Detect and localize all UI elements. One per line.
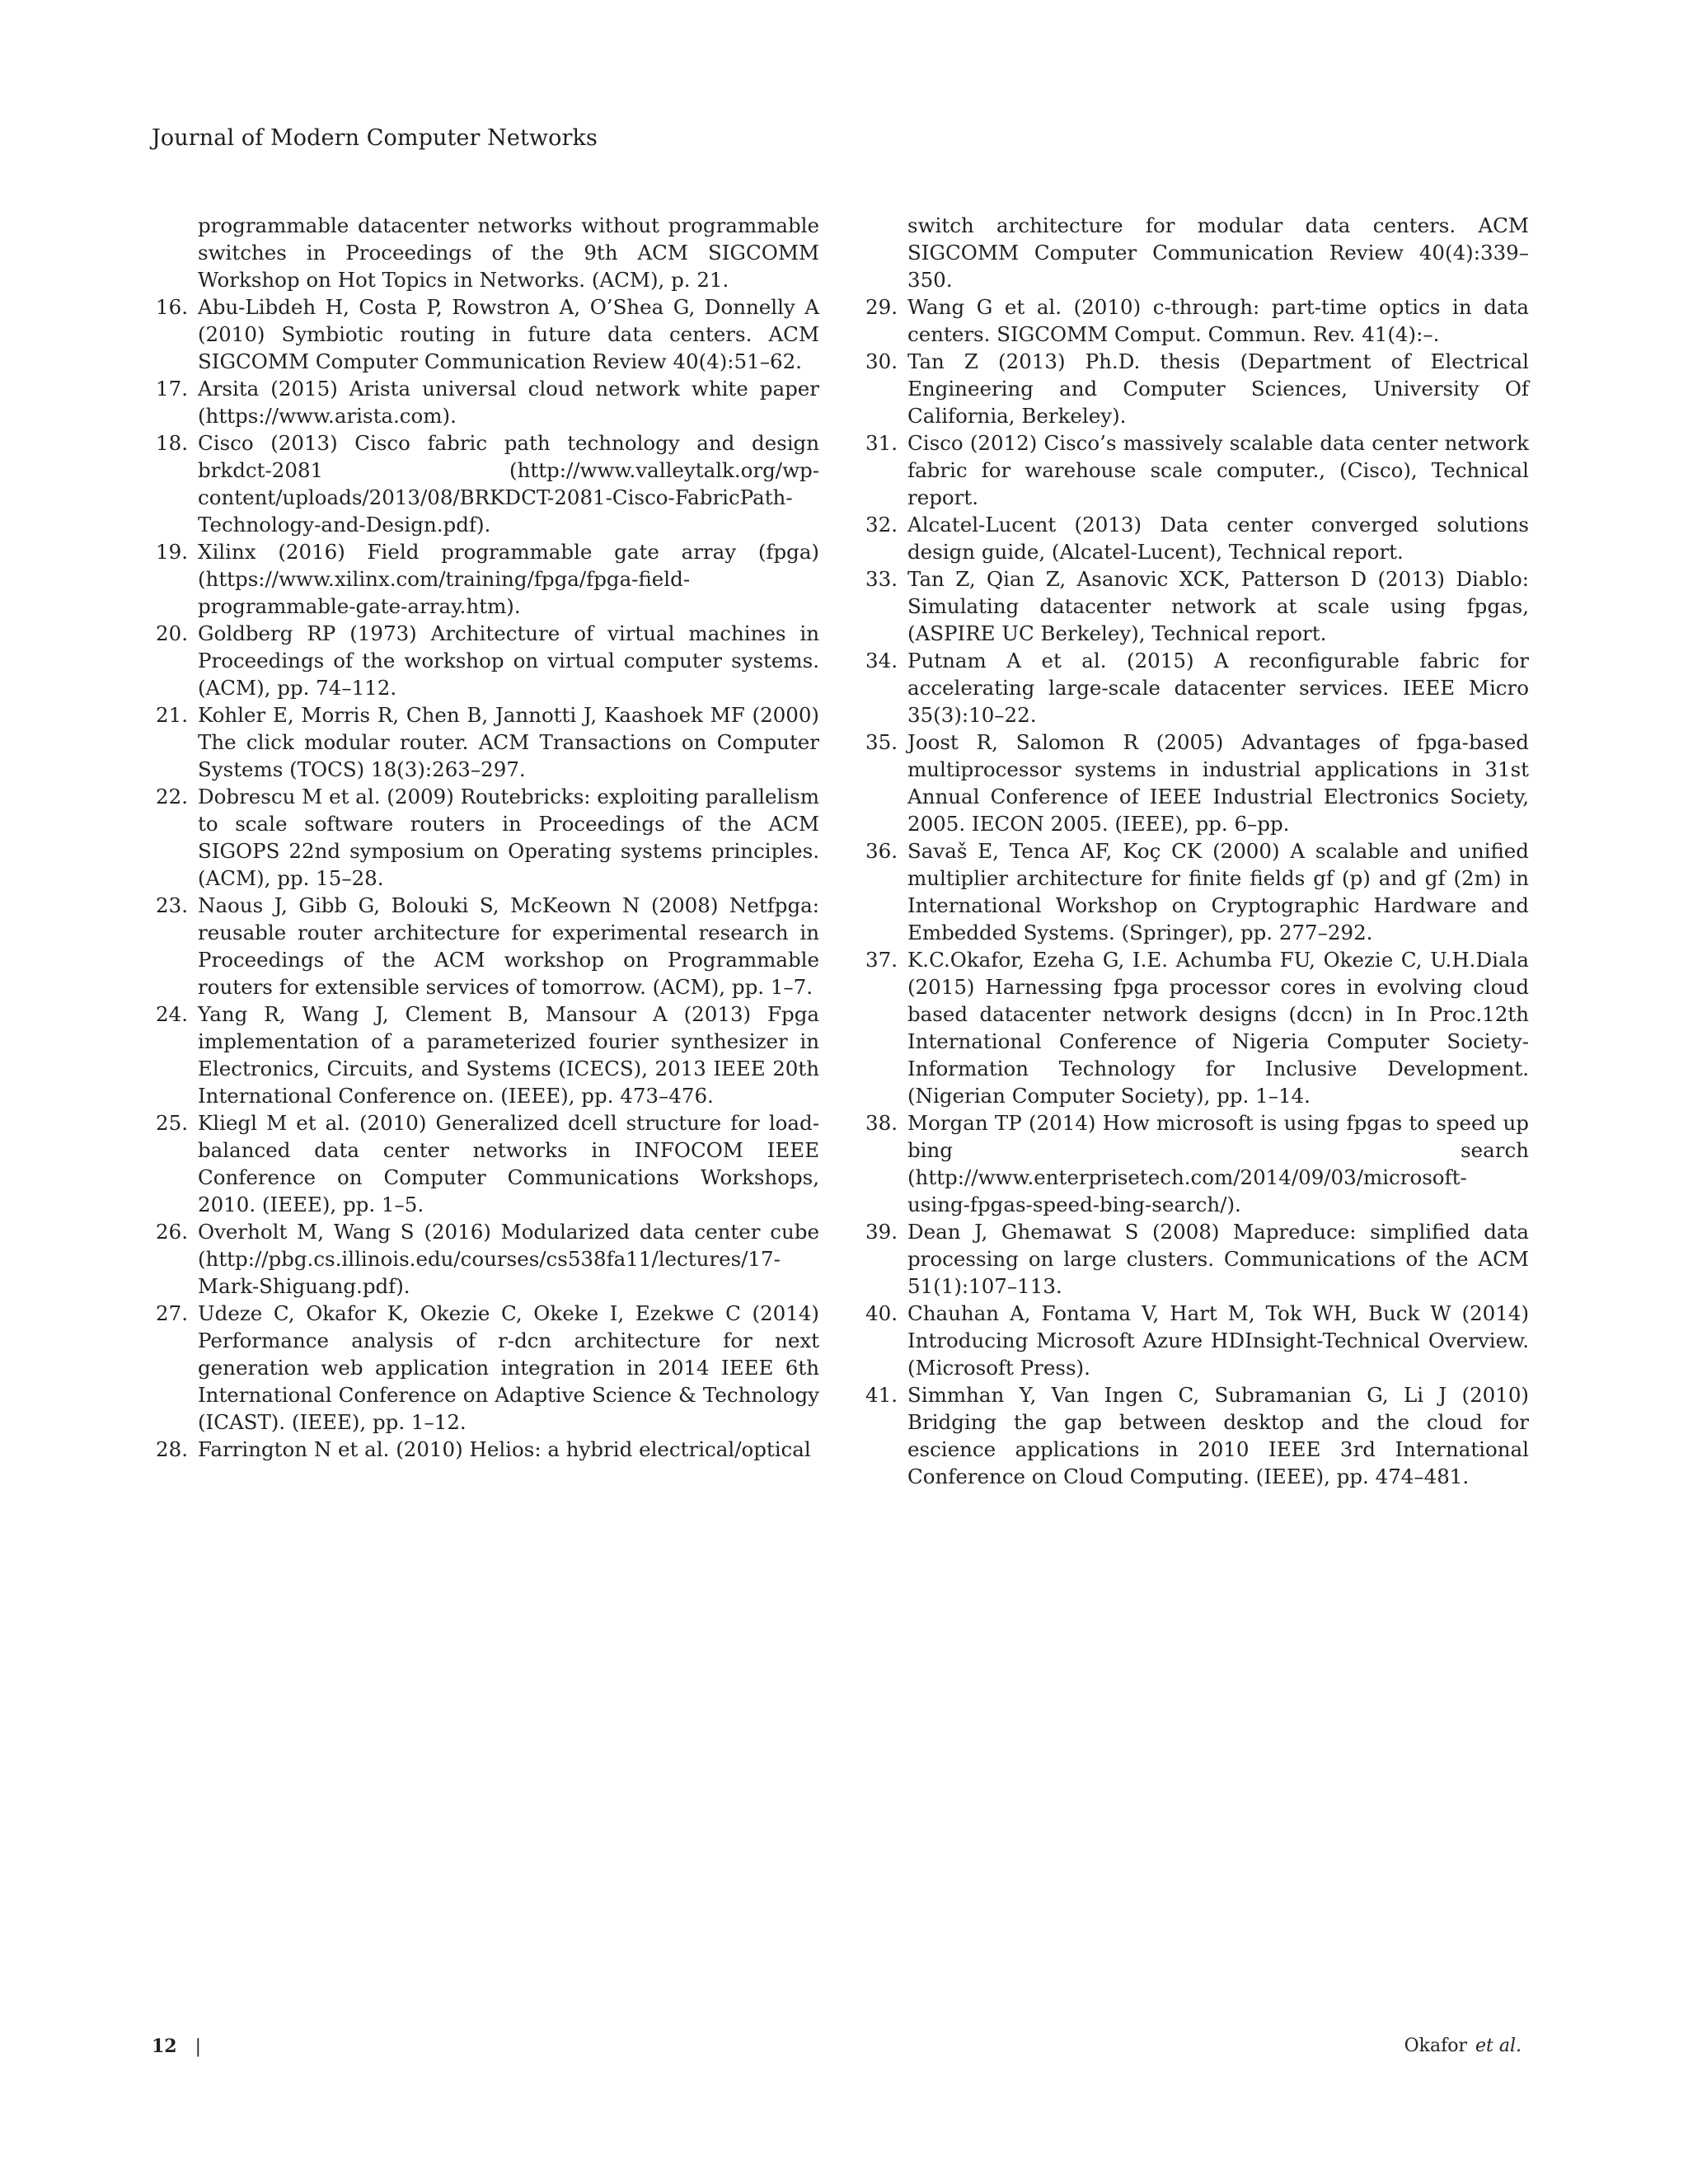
reference-number: 22. xyxy=(156,785,188,808)
reference-text: Kohler E, Morris R, Chen B, Jannotti J, Kaashoek MF (2000) The click modular router. ACM Transactions on Computer Systems (TOCS) 18(3):263–297. xyxy=(198,703,819,781)
reference-item xyxy=(152,1436,819,1463)
reference-item xyxy=(861,429,1529,511)
page-footer-left xyxy=(152,2036,201,2057)
reference-list-right xyxy=(861,293,1529,1490)
reference-text: Dobrescu M et al. (2009) Routebricks: exploiting parallelism to scale software routers in Proceedings of the ACM SIGOPS 22nd symposium on Operating systems principles. (ACM), pp. 15–28. xyxy=(198,785,819,890)
reference-number: 30. xyxy=(865,349,898,373)
reference-number: 26. xyxy=(156,1220,188,1244)
reference-number: 37. xyxy=(865,948,898,972)
reference-text: Yang R, Wang J, Clement B, Mansour A (2013) Fpga implementation of a parameterized fourier synthesizer in Electronics, Circuits, and Systems (ICECS), 2013 IEEE 20th International Conference on. (IEEE), pp. 473–476. xyxy=(198,1002,819,1108)
reference-number: 35. xyxy=(865,730,898,754)
reference-item xyxy=(861,1218,1529,1300)
reference-text: Putnam A et al. (2015) A reconfigurable fabric for accelerating large-scale datacenter services. IEEE Micro 35(3):10–22. xyxy=(907,649,1529,727)
reference-item xyxy=(152,1300,819,1436)
reference-number: 40. xyxy=(865,1301,898,1325)
reference-text: Morgan TP (2014) How microsoft is using fpgas to speed up bing search (http://www.enterprisetech.com/2014/09/03/microsoft-using-fpgas-speed-bing-search/). xyxy=(907,1111,1529,1216)
reference-text: Dean J, Ghemawat S (2008) Mapreduce: simplified data processing on large clusters. Communications of the ACM 51(1):107–113. xyxy=(907,1220,1529,1298)
reference-item xyxy=(861,1109,1529,1218)
reference-item xyxy=(152,429,819,538)
reference-number: 18. xyxy=(156,431,188,455)
reference-text: switch architecture for modular data centers. ACM SIGCOMM Computer Communication Review 40(4):339–350. xyxy=(907,213,1529,292)
reference-text: Goldberg RP (1973) Architecture of virtual machines in Proceedings of the workshop on virtual computer systems. (ACM), pp. 74–112. xyxy=(198,621,819,700)
reference-text: Abu-Libdeh H, Costa P, Rowstron A, O’Shea G, Donnelly A (2010) Symbiotic routing in future data centers. ACM SIGCOMM Computer Communication Review 40(4):51–62. xyxy=(198,295,819,373)
reference-text: Chauhan A, Fontama V, Hart M, Tok WH, Buck W (2014) Introducing Microsoft Azure HDInsight-Technical Overview. (Microsoft Press). xyxy=(907,1301,1529,1380)
reference-number: 32. xyxy=(865,513,898,537)
reference-item xyxy=(861,729,1529,837)
reference-text: Tan Z (2013) Ph.D. thesis (Department of Electrical Engineering and Computer Sciences, University Of California, Berkeley). xyxy=(907,349,1529,428)
reference-text: Wang G et al. (2010) c-through: part-time optics in data centers. SIGCOMM Comput. Commun. Rev. 41(4):–. xyxy=(907,295,1529,346)
reference-text: Alcatel-Lucent (2013) Data center converged solutions design guide, (Alcatel-Lucent), Technical report. xyxy=(907,513,1529,564)
reference-number: 25. xyxy=(156,1111,188,1135)
reference-continuation xyxy=(152,212,819,293)
reference-text: Tan Z, Qian Z, Asanovic XCK, Patterson D (2013) Diablo: Simulating datacenter network at scale using fpgas, (ASPIRE UC Berkeley), Technical report. xyxy=(907,567,1529,645)
reference-number: 20. xyxy=(156,621,188,645)
reference-item xyxy=(861,511,1529,565)
reference-number: 34. xyxy=(865,649,898,673)
reference-text: Cisco (2012) Cisco’s massively scalable data center network fabric for warehouse scale computer., (Cisco), Technical report. xyxy=(907,431,1529,509)
reference-number: 21. xyxy=(156,703,188,727)
references-left-column xyxy=(152,212,819,1463)
footer-etal: et al. xyxy=(1475,2036,1522,2056)
reference-item xyxy=(861,1381,1529,1490)
reference-number: 41. xyxy=(865,1383,898,1407)
reference-item xyxy=(152,538,819,620)
page-footer-right xyxy=(1404,2036,1522,2056)
reference-number: 28. xyxy=(156,1437,188,1461)
reference-number: 29. xyxy=(865,295,898,319)
reference-text: Xilinx (2016) Field programmable gate array (fpga) (https://www.xilinx.com/training/fpga/fpga-field-programmable-gate-array.htm). xyxy=(198,540,819,618)
reference-item xyxy=(861,837,1529,946)
reference-text: Savaš E, Tenca AF, Koç CK (2000) A scalable and unified multiplier architecture for finite fields gf (p) and gf (2m) in International Workshop on Cryptographic Hardware and Embedded Systems. (Springer), pp. 277–292. xyxy=(907,839,1529,944)
reference-number: 23. xyxy=(156,893,188,917)
reference-text: Cisco (2013) Cisco fabric path technology and design brkdct-2081 (http://www.valleytalk.org/wp-content/uploads/2013/08/BRKDCT-2081-Cisco-FabricPath-Technology-and-Design.pdf). xyxy=(198,431,819,537)
reference-text: programmable datacenter networks without programmable switches in Proceedings of the 9th ACM SIGCOMM Workshop on Hot Topics in Networks. (ACM), p. 21. xyxy=(198,213,819,292)
reference-number: 31. xyxy=(865,431,898,455)
reference-item xyxy=(861,348,1529,429)
reference-item xyxy=(152,1218,819,1300)
reference-number: 36. xyxy=(865,839,898,863)
reference-item xyxy=(861,565,1529,647)
reference-text: Arsita (2015) Arista universal cloud network white paper (https://www.arista.com). xyxy=(198,377,819,428)
reference-text: Overholt M, Wang S (2016) Modularized data center cube (http://pbg.cs.illinois.edu/courses/cs538fa11/lectures/17-Mark-Shiguang.pdf). xyxy=(198,1220,819,1298)
reference-item xyxy=(152,375,819,429)
reference-item xyxy=(861,946,1529,1109)
reference-text: K.C.Okafor, Ezeha G, I.E. Achumba FU, Okezie C, U.H.Diala (2015) Harnessing fpga processor cores in evolving cloud based datacenter network designs (dccn) in In Proc.12th International Conference of Nigeria Computer Society- Information Technology for Inclusive Development. (Nigerian Computer Society), pp. 1–14. xyxy=(907,948,1529,1108)
reference-item xyxy=(152,783,819,892)
reference-number: 38. xyxy=(865,1111,898,1135)
reference-item xyxy=(152,1109,819,1218)
reference-number: 16. xyxy=(156,295,188,319)
reference-number: 19. xyxy=(156,540,188,564)
reference-list-left xyxy=(152,293,819,1463)
footer-author: Okafor xyxy=(1404,2036,1467,2056)
reference-item xyxy=(152,892,819,1001)
reference-item xyxy=(152,701,819,783)
reference-text: Joost R, Salomon R (2005) Advantages of fpga-based multiprocessor systems in industrial applications in 31st Annual Conference of IEEE Industrial Electronics Society, 2005. IECON 2005. (IEEE), pp. 6–pp. xyxy=(907,730,1529,836)
references-right-column xyxy=(861,212,1529,1490)
reference-item xyxy=(152,620,819,701)
reference-text: Naous J, Gibb G, Bolouki S, McKeown N (2008) Netfpga: reusable router architecture for experimental research in Proceedings of the ACM workshop on Programmable routers for extensible services of tomorrow. (ACM), pp. 1–7. xyxy=(198,893,819,999)
reference-number: 27. xyxy=(156,1301,188,1325)
reference-text: Udeze C, Okafor K, Okezie C, Okeke I, Ezekwe C (2014) Performance analysis of r-dcn architecture for next generation web application integration in 2014 IEEE 6th International Conference on Adaptive Science & Technology (ICAST). (IEEE), pp. 1–12. xyxy=(198,1301,819,1434)
reference-number: 24. xyxy=(156,1002,188,1026)
reference-text: Kliegl M et al. (2010) Generalized dcell structure for load-balanced data center networks in INFOCOM IEEE Conference on Computer Communications Workshops, 2010. (IEEE), pp. 1–5. xyxy=(198,1111,819,1216)
reference-number: 17. xyxy=(156,377,188,401)
reference-item xyxy=(152,293,819,375)
reference-item xyxy=(152,1001,819,1109)
reference-item xyxy=(861,1300,1529,1381)
reference-item xyxy=(861,647,1529,729)
reference-number: 39. xyxy=(865,1220,898,1244)
page-number: 12 xyxy=(152,2036,177,2057)
footer-separator: | xyxy=(195,2036,202,2057)
reference-number: 33. xyxy=(865,567,898,591)
reference-continuation xyxy=(861,212,1529,293)
reference-text: Simmhan Y, Van Ingen C, Subramanian G, Li J (2010) Bridging the gap between desktop and the cloud for escience applications in 2010 IEEE 3rd International Conference on Cloud Computing. (IEEE), pp. 474–481. xyxy=(907,1383,1529,1488)
reference-text: Farrington N et al. (2010) Helios: a hybrid electrical/optical xyxy=(198,1437,811,1461)
running-header: Journal of Modern Computer Networks xyxy=(152,125,598,151)
reference-item xyxy=(861,293,1529,348)
